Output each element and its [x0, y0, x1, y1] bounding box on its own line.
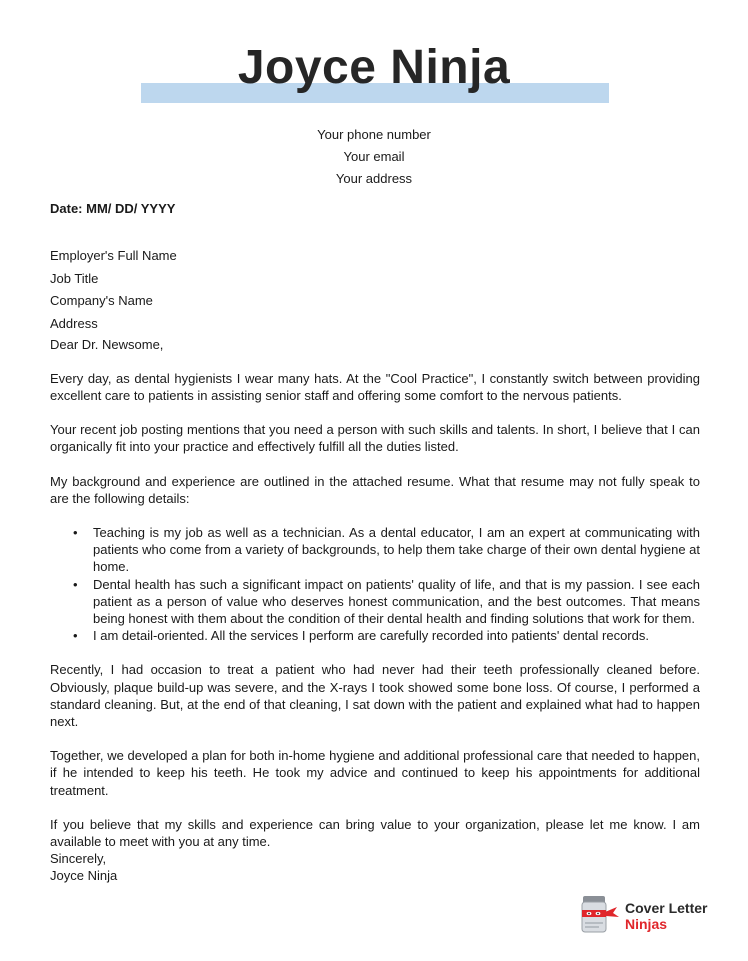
recipient-address: Address	[50, 315, 98, 331]
paragraph: Every day, as dental hygienists I wear many hats. At the "Cool Practice", I constantly switch between providing excellent care to patients in assisting senior staff and offering some comfort to the nervous patients.	[50, 370, 700, 403]
date-line: Date: MM/ DD/ YYYY	[50, 201, 176, 216]
ninja-mascot-icon	[575, 890, 621, 936]
contact-address: Your address	[335, 171, 413, 186]
recipient-block	[50, 245, 700, 335]
signature: Joyce Ninja	[50, 868, 118, 884]
contact-phone: Your phone number	[317, 127, 431, 142]
recipient-name: Employer's Full Name	[50, 248, 177, 264]
brand-logo	[575, 890, 725, 940]
brand-logo-text	[625, 900, 707, 932]
recipient-company: Company's Name	[50, 293, 153, 309]
list-item: • Dental health has such a significant impact on patients' quality of life, and that is my passion. I see each patient as a person of value who deserves honest communication, and the best outcomes. That means being honest with them about the condition of their dental health and finding solutions that work for them.	[93, 576, 700, 628]
contact-block	[0, 124, 748, 190]
paragraph: If you believe that my skills and experience can bring value to your organization, please let me know. I am available to meet with you at any time.	[50, 816, 700, 850]
letter-body	[50, 200, 700, 885]
paragraph: Recently, I had occasion to treat a patient who had never had their teeth professionally cleaned before. Obviously, plaque build-up was severe, and the X-rays I took showed some bone loss. Of course, I performed a standard cleaning. But, at the end of that cleaning, I sat down with the patient and explained what had to happen next.	[50, 662, 700, 730]
paragraph: Your recent job posting mentions that you need a person with such skills and talents. In short, I believe that I can organically fit into your practice and effectively fulfill all the duties listed.	[50, 422, 700, 455]
paragraph: Together, we developed a plan for both in-home hygiene and additional professional care that needed to happen, if he intended to keep his teeth. He took my advice and continued to keep his appointments for additional treatment.	[50, 748, 700, 798]
signoff: Sincerely,	[50, 851, 107, 867]
contact-email: Your email	[343, 149, 405, 164]
applicant-name: Joyce Ninja	[237, 41, 511, 94]
list-item: • I am detail-oriented. All the services I perform are carefully recorded into patients' dental records.	[93, 627, 700, 644]
detail-list	[50, 524, 700, 644]
list-item: • Teaching is my job as well as a technician. As a dental educator, I am an expert at communicating with patients who come from a variety of backgrounds, to help them take charge of their own dental hygiene at home.	[93, 524, 700, 576]
recipient-title: Job Title	[50, 270, 99, 286]
paragraph: My background and experience are outlined in the attached resume. What that resume may not fully speak to are the following details:	[50, 473, 700, 506]
brand-logo-line1: Cover Letter	[625, 900, 708, 916]
greeting: Dear Dr. Newsome,	[50, 336, 164, 352]
brand-logo-line2: Ninjas	[625, 916, 668, 932]
